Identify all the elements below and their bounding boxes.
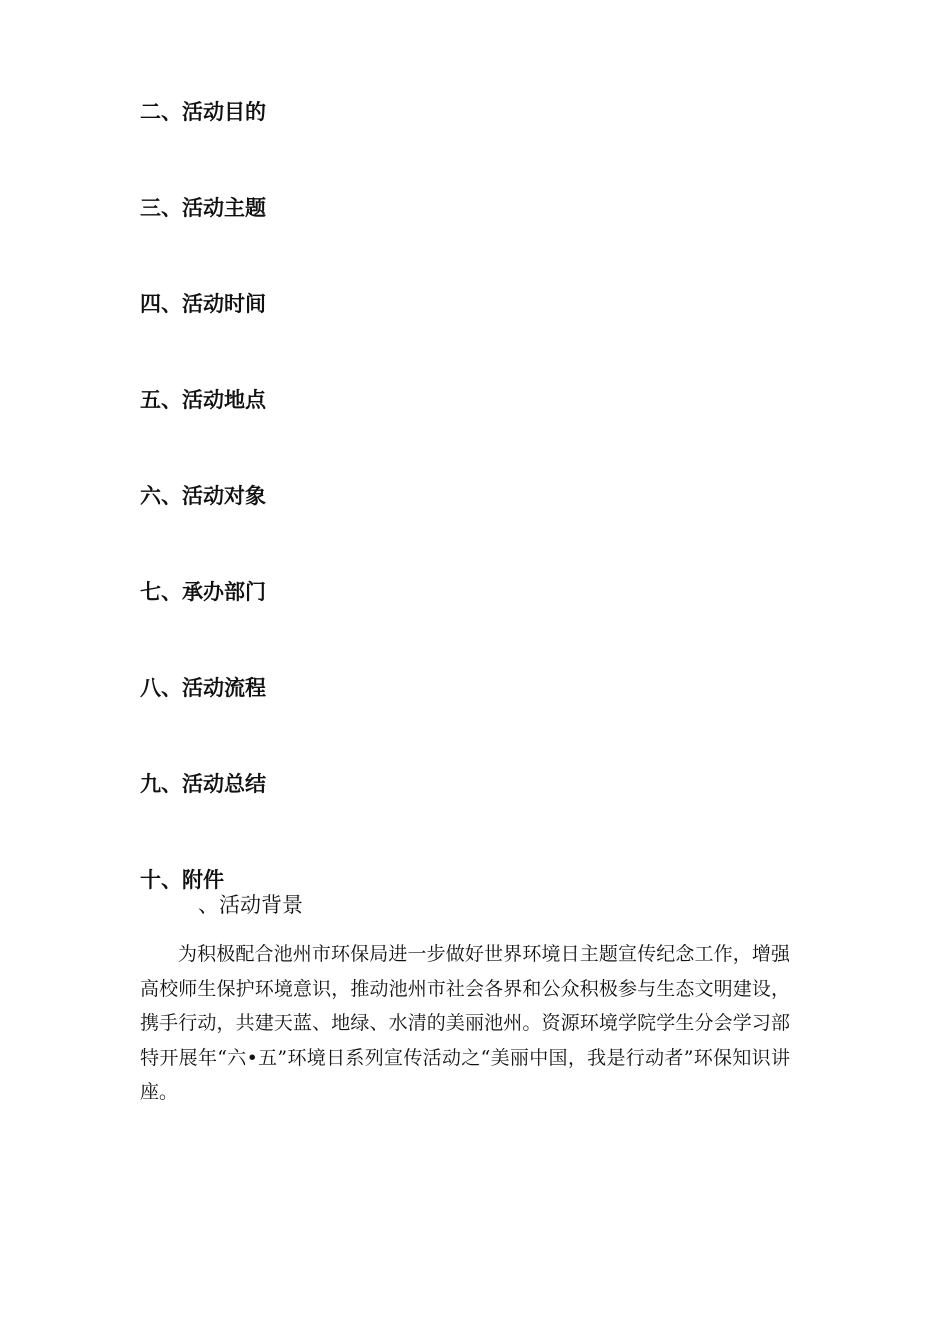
heading-purpose: 二、活动目的	[140, 100, 266, 124]
heading-location: 五、活动地点	[140, 388, 266, 412]
heading-audience: 六、活动对象	[140, 484, 266, 508]
heading-background: 、活动背景	[198, 893, 303, 917]
heading-process: 八、活动流程	[140, 676, 266, 700]
background-paragraph: 为积极配合池州市环保局进一步做好世界环境日主题宣传纪念工作，增强高校师生保护环境意识，推动池州市社会各界和公众积极参与生态文明建设，携手行动，共建天蓝、地绿、水清的美丽池州。资源环境学院学生分会学习部特开展年“六•五”环境日系列宣传活动之“美丽中国，我是行动者”环保知识讲座。	[140, 943, 790, 1103]
heading-summary: 九、活动总结	[140, 772, 266, 796]
heading-attachment: 十、附件	[140, 868, 224, 892]
heading-organizer: 七、承办部门	[140, 580, 266, 604]
heading-theme: 三、活动主题	[140, 196, 266, 220]
heading-time: 四、活动时间	[140, 292, 266, 316]
